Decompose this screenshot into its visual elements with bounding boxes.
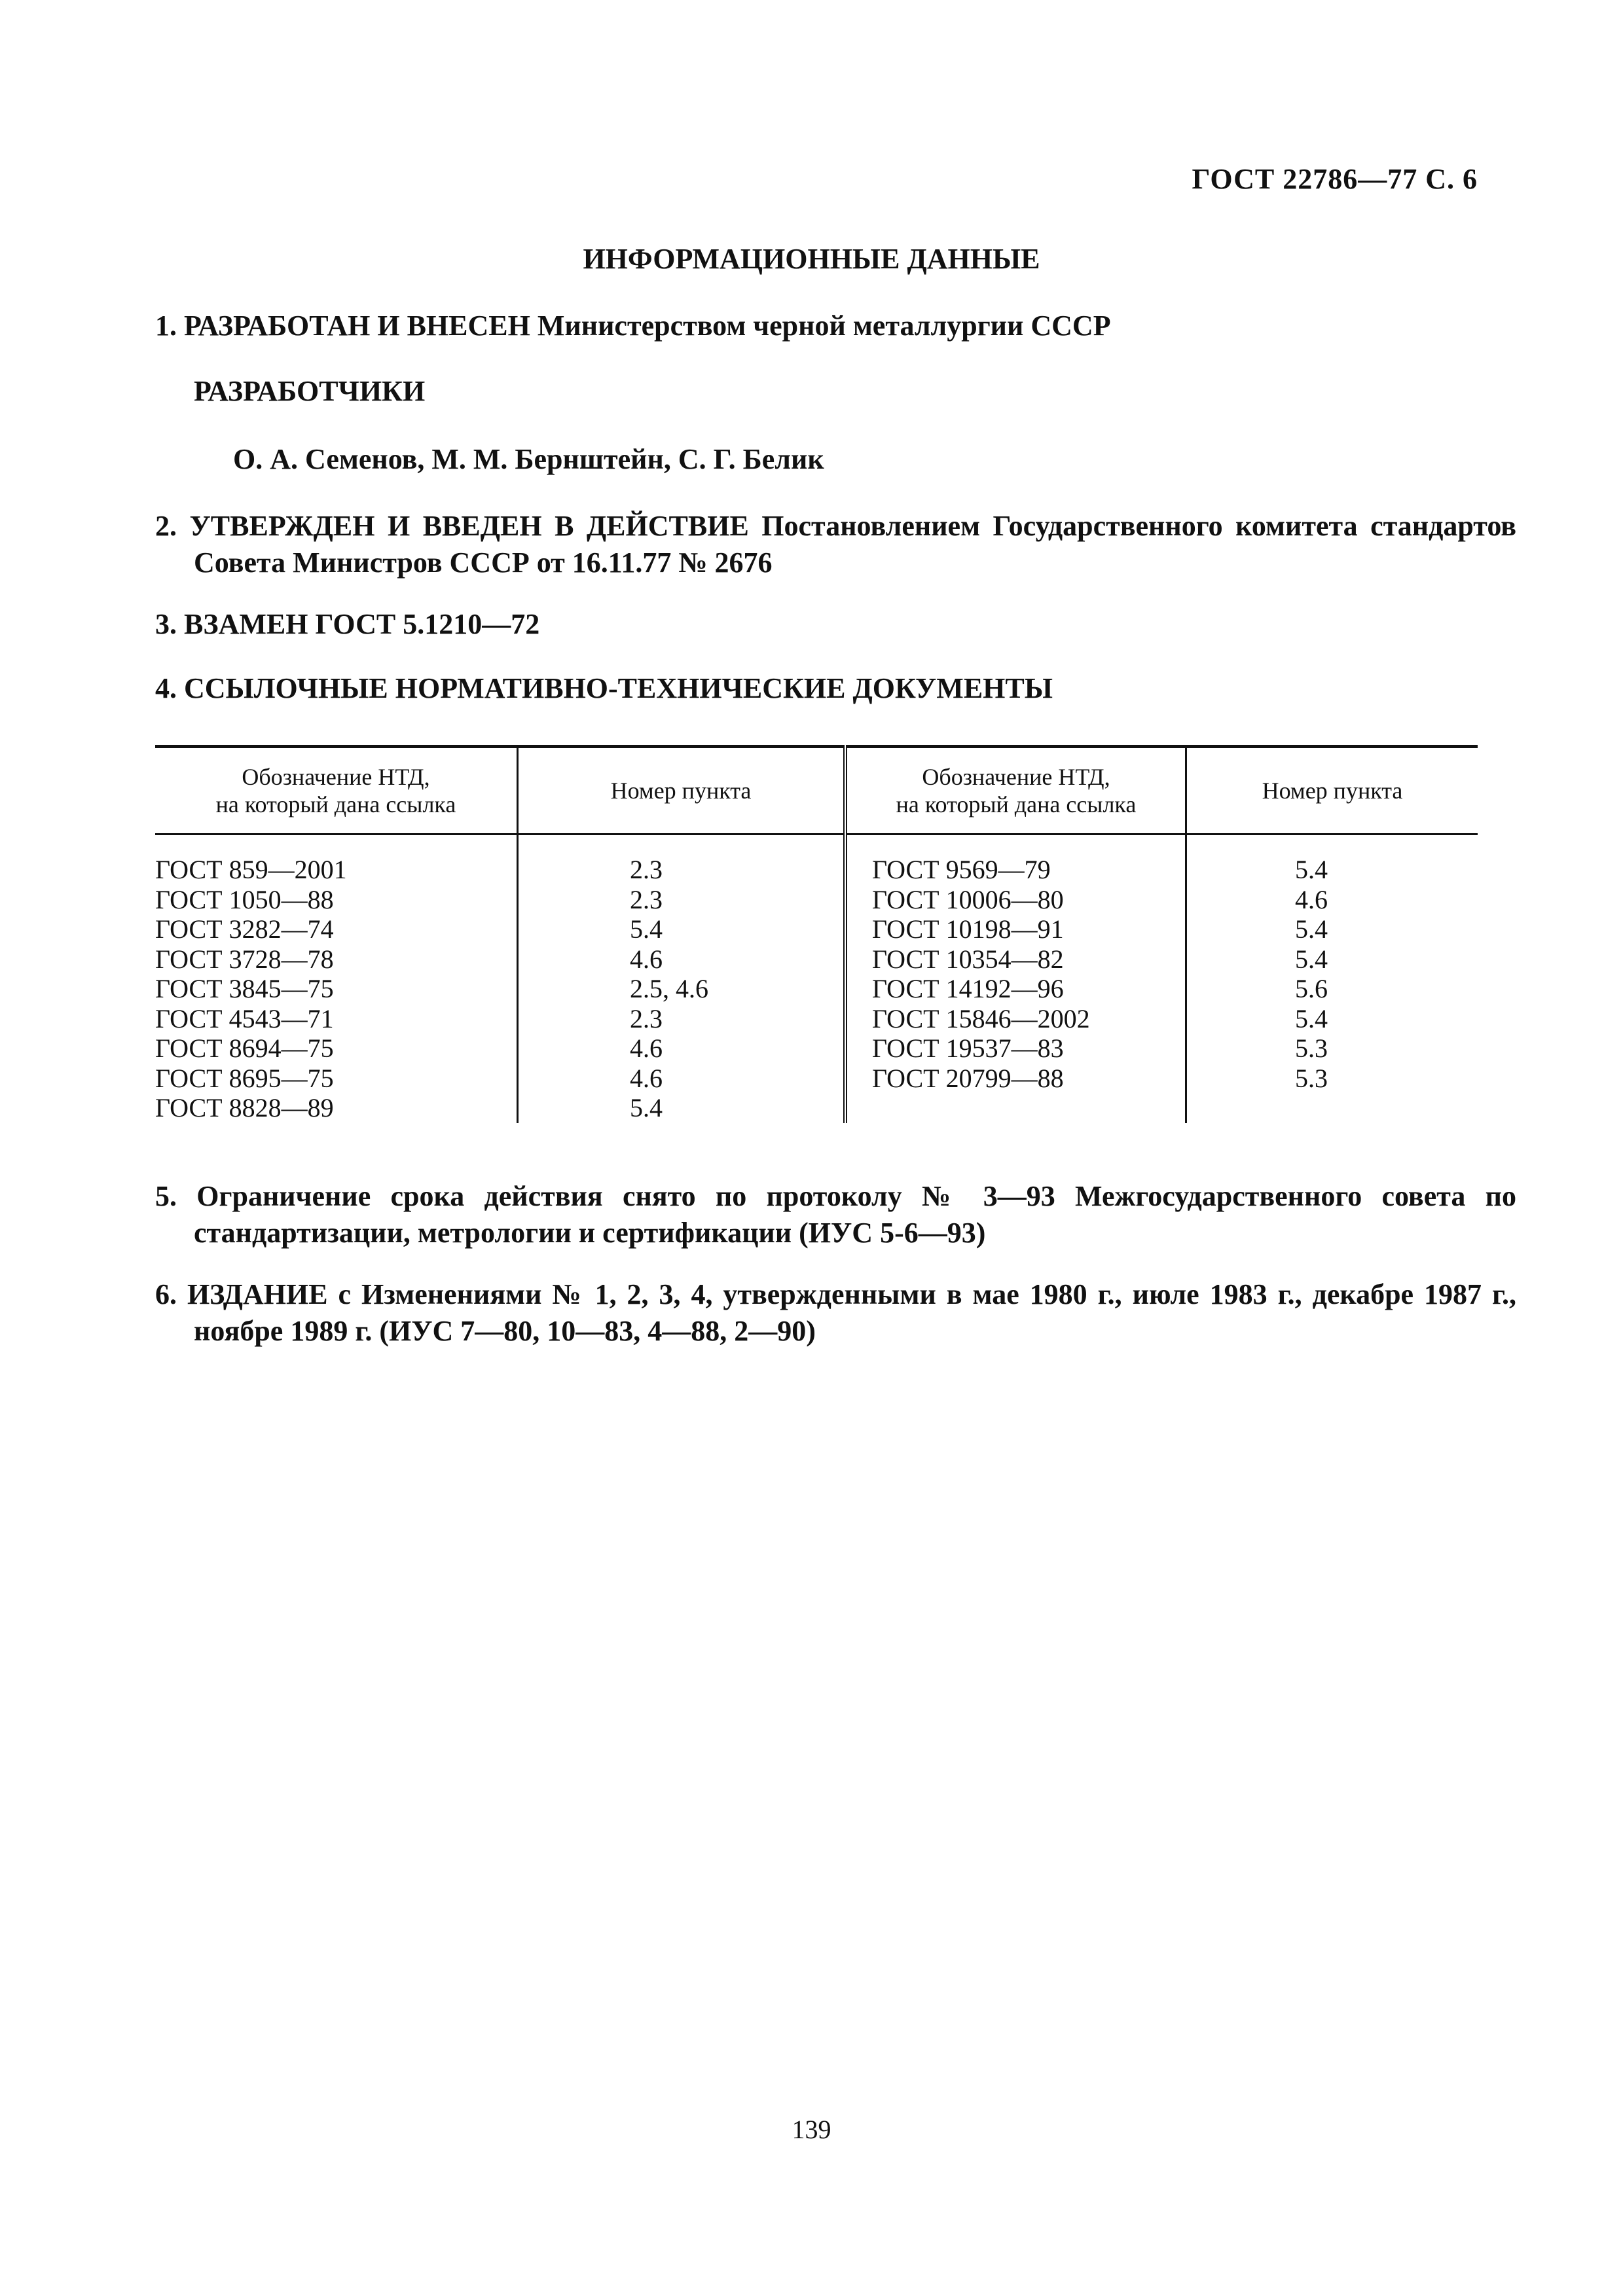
list-item: ГОСТ 10354—82 (872, 944, 1064, 974)
developers-names: О. А. Семенов, М. М. Бернштейн, С. Г. Белик (233, 443, 824, 475)
list-item: ГОСТ 9569—79 (872, 855, 1051, 884)
item-5-validity-limit-removed: 5. Ограничение срока действия снято по протоколу № 3—93 Межгосударственного совета по стандартизации, метрологии и сертификации (ИУС 5-6—93) (155, 1180, 1516, 1249)
list-item: 4.6 (630, 944, 663, 974)
list-item: 4.6 (630, 1063, 663, 1093)
list-item: ГОСТ 20799—88 (872, 1063, 1064, 1093)
list-item: ГОСТ 10006—80 (872, 884, 1064, 914)
header-clause-number-left: Номер пункта (518, 747, 846, 834)
item-6-edition: 6. ИЗДАНИЕ с Изменениями № 1, 2, 3, 4, утвержденными в мае 1980 г., июле 1983 г., декабре 1987 г., ноябре 1989 г. (ИУС 7—80, 10—83, 4—88, 2—90) (155, 1278, 1516, 1347)
item-1-developed-by: 1. РАЗРАБОТАН И ВНЕСЕН Министерством черной металлургии СССР (155, 310, 1111, 342)
list-item: 5.4 (1295, 1003, 1328, 1033)
list-item: 2.5, 4.6 (630, 974, 708, 1003)
list-item: ГОСТ 14192—96 (872, 974, 1064, 1003)
left-doc-column (155, 834, 518, 1123)
reference-documents-table (155, 745, 1478, 1123)
item-2-approved: 2. УТВЕРЖДЕН И ВВЕДЕН В ДЕЙСТВИЕ Постановлением Государственного комитета стандартов Совета Министров СССР от 16.11.77 № 2676 (155, 510, 1516, 579)
list-item: 5.6 (1295, 974, 1328, 1003)
list-item: 5.4 (1295, 855, 1328, 884)
page-number: 139 (792, 2115, 831, 2144)
list-item: ГОСТ 15846—2002 (872, 1003, 1090, 1033)
list-item: ГОСТ 859—2001 (155, 855, 347, 884)
list-item: ГОСТ 3845—75 (155, 974, 334, 1003)
header-clause-number-right: Номер пункта (1186, 747, 1478, 834)
item-4-references-heading: 4. ССЫЛОЧНЫЕ НОРМАТИВНО-ТЕХНИЧЕСКИЕ ДОКУМЕНТЫ (155, 672, 1053, 704)
list-item: ГОСТ 3282—74 (155, 914, 334, 944)
list-item: 5.4 (1295, 914, 1328, 944)
list-item: ГОСТ 10198—91 (872, 914, 1064, 944)
list-item: ГОСТ 4543—71 (155, 1003, 334, 1033)
developers-heading: РАЗРАБОТЧИКИ (194, 375, 426, 407)
list-item: ГОСТ 19537—83 (872, 1033, 1064, 1063)
header-doc-designation-right: Обозначение НТД, на который дана ссылка (845, 747, 1186, 834)
table-body-row (155, 834, 1478, 1123)
list-item: 5.3 (1295, 1033, 1328, 1063)
list-item: 2.3 (630, 1003, 663, 1033)
list-item: 5.4 (630, 914, 663, 944)
list-item: 5.3 (1295, 1063, 1328, 1093)
list-item: 5.4 (1295, 944, 1328, 974)
right-clause-column (1186, 834, 1478, 1123)
list-item: ГОСТ 8695—75 (155, 1063, 334, 1093)
list-item: ГОСТ 1050—88 (155, 884, 334, 914)
header-doc-designation-left: Обозначение НТД, на который дана ссылка (155, 747, 518, 834)
list-item: ГОСТ 3728—78 (155, 944, 334, 974)
page-title: ИНФОРМАЦИОННЫЕ ДАННЫЕ (583, 243, 1040, 275)
list-item: 4.6 (1295, 884, 1328, 914)
list-item: ГОСТ 8828—89 (155, 1093, 334, 1122)
list-item: ГОСТ 8694—75 (155, 1033, 334, 1063)
list-item: 4.6 (630, 1033, 663, 1063)
list-item: 2.3 (630, 855, 663, 884)
standard-code-header: ГОСТ 22786—77 С. 6 (1192, 163, 1478, 195)
item-3-replaces: 3. ВЗАМЕН ГОСТ 5.1210—72 (155, 608, 540, 640)
list-item: 5.4 (630, 1093, 663, 1122)
left-clause-column (518, 834, 846, 1123)
table-header-row (155, 747, 1478, 834)
list-item: 2.3 (630, 884, 663, 914)
right-doc-column (845, 834, 1186, 1123)
